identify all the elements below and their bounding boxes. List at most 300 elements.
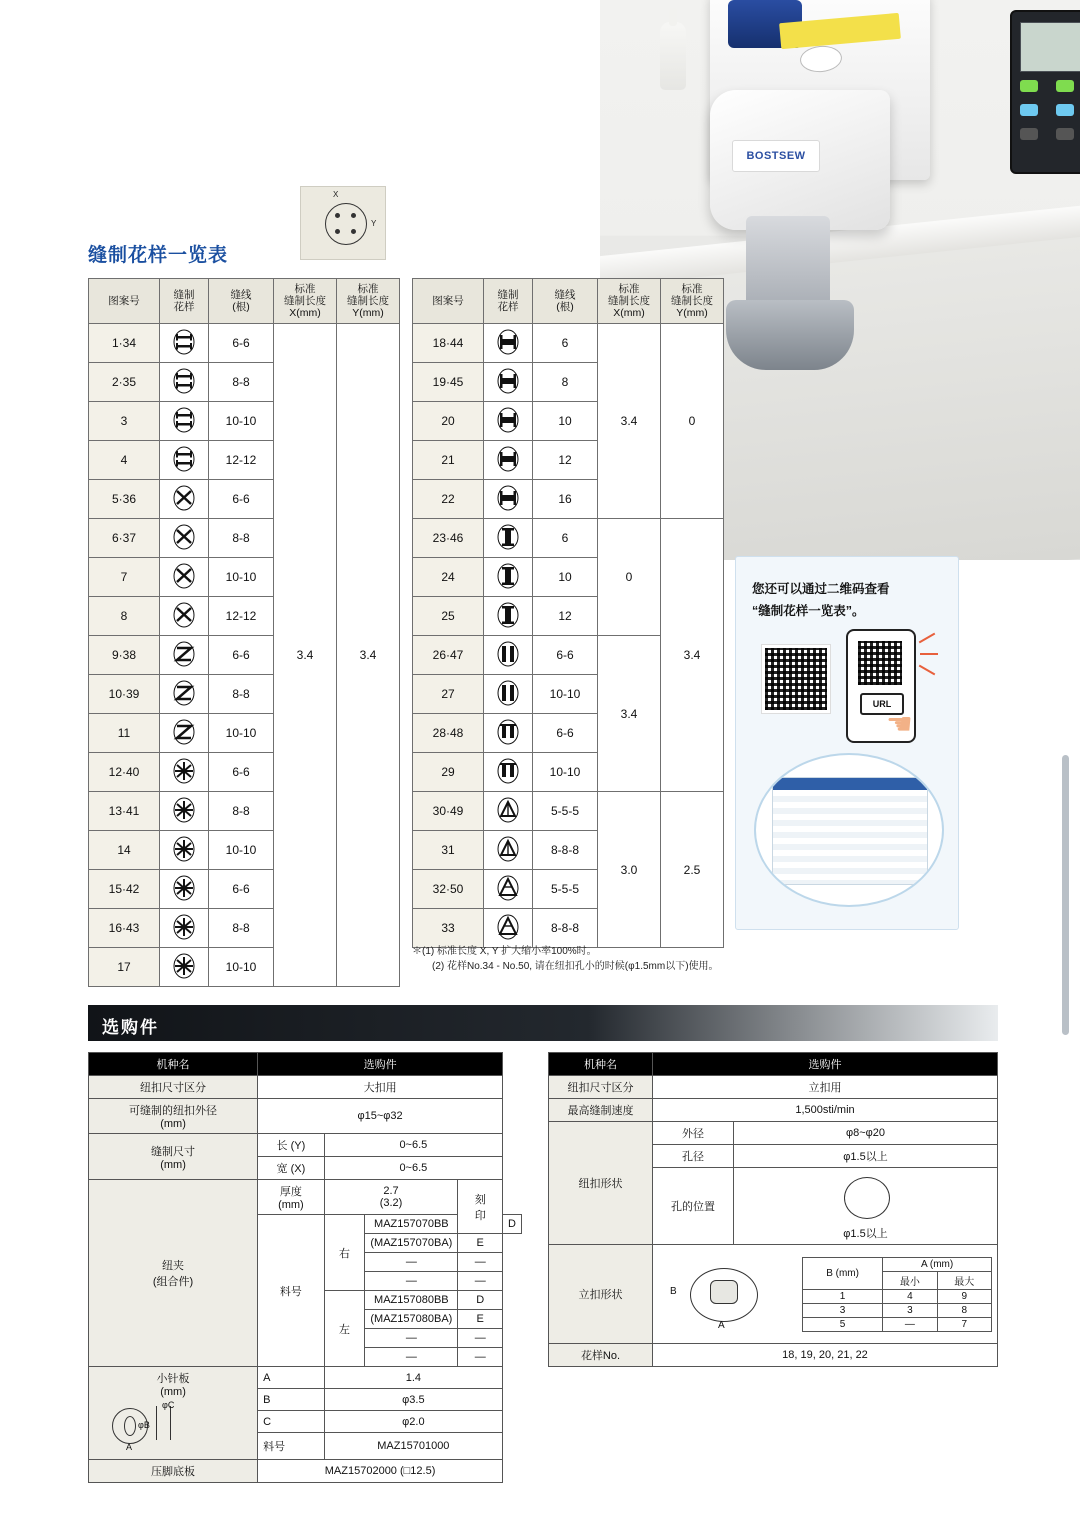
stitch-x-icon: [166, 600, 202, 630]
clamp-mark-0: D: [503, 1215, 522, 1234]
stitch-star-icon: [166, 912, 202, 942]
options-table-left: [88, 1052, 522, 1483]
preview-bubble: [754, 753, 944, 907]
cell-pattern-no: 10·39: [89, 675, 160, 714]
table-row: [549, 1122, 998, 1145]
needle-dim-val-0: 1.4: [324, 1367, 502, 1389]
table-row: [549, 1099, 998, 1122]
stand-min-2: —: [883, 1317, 937, 1331]
stitch-tri-icon: [490, 795, 526, 825]
cell-pattern-no: 22: [413, 480, 484, 519]
cell-pattern-no: 23·46: [413, 519, 484, 558]
stand-b-0: 1: [803, 1289, 883, 1303]
panel-screen: [1020, 22, 1080, 72]
clamp-mark-6: —: [458, 1329, 503, 1348]
cell-pattern-no: 33: [413, 909, 484, 948]
stand-b-2: 5: [803, 1317, 883, 1331]
table-row: [549, 1344, 998, 1367]
clamp-part-1: (MAZ157070BA): [365, 1234, 458, 1253]
row-label-needle-plate: 小针板 (mm) φB φC A: [89, 1367, 258, 1460]
table-row: [413, 792, 724, 831]
stand-shape-table: [802, 1257, 992, 1332]
preview-table-thumb: [772, 777, 928, 885]
note-1: ＊(1) 标准长度 X, Y 扩大缩小率100%时。: [412, 946, 597, 957]
qr-code-phone-icon: [858, 641, 902, 685]
table-header-row: [413, 279, 724, 324]
cell-stitch-shape: [160, 636, 209, 675]
cell-stitch-shape: [484, 480, 533, 519]
cell-stitch-shape: [484, 363, 533, 402]
cell-thread-count: 10-10: [209, 714, 274, 753]
cell-pattern-no: 11: [89, 714, 160, 753]
stitch-h2-icon: [166, 366, 202, 396]
cell-pattern-no: 7: [89, 558, 160, 597]
stand-max-2: 7: [937, 1317, 991, 1331]
needle-dim-key-2: C: [258, 1411, 325, 1433]
xy-circle: [325, 203, 367, 245]
cell-pattern-no: 29: [413, 753, 484, 792]
stitch-bar-icon: [490, 366, 526, 396]
row-sublabel-length: 长 (Y): [258, 1134, 325, 1157]
cell-thread-count: 10-10: [533, 675, 598, 714]
stitch-tri2-icon: [490, 912, 526, 942]
cell-stitch-shape: [160, 675, 209, 714]
col-model-name: 机种名: [89, 1053, 258, 1076]
cell-length-y: 0: [661, 324, 724, 519]
needle-dim-val-1: φ3.5: [324, 1389, 502, 1411]
cell-stitch-shape: [484, 558, 533, 597]
cell-thread-count: 6-6: [209, 480, 274, 519]
cell-pattern-no: 14: [89, 831, 160, 870]
stand-label-b: B: [670, 1286, 677, 1297]
cell-stitch-shape: [484, 597, 533, 636]
cell-pattern-no: 28·48: [413, 714, 484, 753]
row-label-presser: 压脚底板: [89, 1460, 258, 1483]
stitch-tri2-icon: [490, 873, 526, 903]
row-label-sew-size: 缝制尺寸 (mm): [89, 1134, 258, 1180]
row-value-length: 0~6.5: [324, 1134, 502, 1157]
clamp-mark-3: —: [458, 1272, 503, 1291]
qr-promo-line2: “缝制花样一览表”。: [752, 604, 865, 618]
cell-thread-count: 12: [533, 597, 598, 636]
cell-thread-count: 8-8: [209, 909, 274, 948]
cell-pattern-no: 4: [89, 441, 160, 480]
button-hole-label: 孔径: [653, 1145, 734, 1168]
cell-thread-count: 8-8-8: [533, 831, 598, 870]
cell-thread-count: 6: [533, 519, 598, 558]
cell-thread-count: 6-6: [209, 870, 274, 909]
col-length-x: 标准 缝制长度 X(mm): [598, 279, 661, 324]
table-row: [89, 1076, 522, 1099]
clamp-part-0: MAZ157070BB: [365, 1215, 458, 1234]
cell-pattern-no: 19·45: [413, 363, 484, 402]
panel-key-1: [1020, 80, 1038, 92]
clamp-mark-5: E: [458, 1310, 503, 1329]
row-value-presser: MAZ15702000 (□12.5): [258, 1460, 503, 1483]
qr-promo-card: [735, 556, 959, 930]
row-label-button-size: 纽扣尺寸区分: [89, 1076, 258, 1099]
cell-thread-count: 12-12: [209, 441, 274, 480]
hand-pointer-icon: ☚: [886, 708, 913, 741]
cell-length-x: 3.0: [598, 792, 661, 948]
stitch-vbar-icon: [490, 600, 526, 630]
xy-hole-3: [335, 229, 340, 234]
clamp-part-4: MAZ157080BB: [365, 1291, 458, 1310]
qr-code-icon[interactable]: [762, 645, 830, 713]
xy-hole-4: [351, 229, 356, 234]
options-section-title: 选购件: [102, 1018, 159, 1037]
cell-stitch-shape: [160, 948, 209, 987]
col-option: 选购件: [653, 1053, 998, 1076]
needle-dim-key-0: A: [258, 1367, 325, 1389]
needle-plate-label-b: φB: [138, 1420, 150, 1430]
stitch-vbar-icon: [490, 561, 526, 591]
row-value-max-speed: 1,500sti/min: [653, 1099, 998, 1122]
cell-thread-count: 10-10: [533, 753, 598, 792]
stand-max-1: 8: [937, 1303, 991, 1317]
table-row: [549, 1245, 998, 1344]
cell-length-y: 3.4: [337, 324, 400, 987]
table-row: [413, 324, 724, 363]
col-length-y: 标准 缝制长度 Y(mm): [661, 279, 724, 324]
stitch-h2-icon: [166, 327, 202, 357]
machine-needle-plate: [726, 300, 854, 370]
row-label-clamp: 纽夹 (组合件): [89, 1180, 258, 1367]
preview-table-header: [773, 778, 927, 790]
stand-min-0: 4: [883, 1289, 937, 1303]
button-holepos-label: 孔的位置: [653, 1168, 734, 1245]
cell-stitch-shape: [484, 519, 533, 558]
col-thread-count: 缝线 (根): [533, 279, 598, 324]
col-length-y: 标准 缝制长度 Y(mm): [337, 279, 400, 324]
cell-stitch-shape: [484, 324, 533, 363]
stitch-h2-icon: [166, 444, 202, 474]
clamp-mark-2: —: [458, 1253, 503, 1272]
table-row: [89, 1460, 522, 1483]
table-header-row: [89, 1053, 522, 1076]
cell-stitch-shape: [484, 441, 533, 480]
cell-pattern-no: 1·34: [89, 324, 160, 363]
options-table-right: [548, 1052, 998, 1367]
cell-thread-count: 10-10: [209, 402, 274, 441]
stitch-star-icon: [166, 756, 202, 786]
clamp-part-7: —: [365, 1348, 458, 1367]
table-header-row: [89, 279, 400, 324]
note-2: (2) 花样No.34 - No.50, 请在纽扣孔小的时候(φ1.5mm以下)使用。: [412, 961, 719, 972]
xy-y-label: Y: [371, 219, 377, 228]
stand-col-min: 最小: [883, 1271, 937, 1289]
needle-plate-label-c: φC: [162, 1400, 175, 1410]
needle-dim-val-3: MAZ15701000: [324, 1433, 502, 1460]
xy-x-label: X: [333, 190, 339, 199]
cell-thread-count: 6-6: [209, 636, 274, 675]
stand-col-a: A (mm): [883, 1257, 992, 1271]
pattern-notes: [412, 944, 742, 974]
stitch-bar-icon: [490, 483, 526, 513]
col-model-name: 机种名: [549, 1053, 653, 1076]
clamp-part-2: —: [365, 1253, 458, 1272]
row-label-button-shape: 纽扣形状: [549, 1122, 653, 1245]
row-value-button-size: 立扣用: [653, 1076, 998, 1099]
cell-stitch-shape: [160, 519, 209, 558]
cell-stitch-shape: [484, 753, 533, 792]
cell-stitch-shape: [160, 831, 209, 870]
col-stitch-shape: 缝制 花样: [484, 279, 533, 324]
cell-thread-count: 8-8-8: [533, 909, 598, 948]
cell-stitch-shape: [160, 753, 209, 792]
table-row: [803, 1317, 992, 1331]
clamp-part-6: —: [365, 1329, 458, 1348]
cell-length-y: 2.5: [661, 792, 724, 948]
xy-reference-diagram: [300, 186, 386, 260]
cell-thread-count: 6-6: [209, 753, 274, 792]
cell-stitch-shape: [484, 675, 533, 714]
clamp-mark-7: —: [458, 1348, 503, 1367]
spark-line-2: [920, 653, 938, 655]
cell-pattern-no: 5·36: [89, 480, 160, 519]
stitch-x-icon: [166, 483, 202, 513]
clamp-part-3: —: [365, 1272, 458, 1291]
table-row: [413, 519, 724, 558]
table-row: [89, 324, 400, 363]
needle-plate-line-1: [156, 1406, 157, 1440]
table-row: [549, 1076, 998, 1099]
table-row: [803, 1289, 992, 1303]
cell-thread-count: 16: [533, 480, 598, 519]
col-length-x: 标准 缝制长度 X(mm): [274, 279, 337, 324]
table-row: [89, 1134, 522, 1157]
cell-stitch-shape: [160, 480, 209, 519]
cell-thread-count: 6-6: [533, 636, 598, 675]
needle-plate-line-2: [170, 1406, 171, 1440]
col-option: 选购件: [258, 1053, 503, 1076]
stitch-dbl2-icon: [490, 717, 526, 747]
cell-thread-count: 8-8: [209, 675, 274, 714]
table-row: [89, 1367, 522, 1389]
stitch-star-icon: [166, 873, 202, 903]
row-sublabel-width: 宽 (X): [258, 1157, 325, 1180]
panel-key-2: [1056, 80, 1074, 92]
stitch-star-icon: [166, 795, 202, 825]
stitch-x-icon: [166, 561, 202, 591]
stitch-dbl-icon: [490, 678, 526, 708]
panel-key-6: [1056, 128, 1074, 140]
button-outer-value: φ8~φ20: [734, 1122, 998, 1145]
clamp-mark-1: E: [458, 1234, 503, 1253]
cell-stitch-shape: [160, 714, 209, 753]
cell-stitch-shape: [484, 636, 533, 675]
cell-thread-count: 8-8: [209, 792, 274, 831]
row-value-button-dia: φ15~φ32: [258, 1099, 503, 1134]
stand-col-max: 最大: [937, 1271, 991, 1289]
cell-length-x: 3.4: [598, 636, 661, 792]
button-outer-label: 外径: [653, 1122, 734, 1145]
row-label-button-dia: 可缝制的纽扣外径 (mm): [89, 1099, 258, 1134]
panel-key-3: [1020, 104, 1038, 116]
stand-inner-rect: [710, 1280, 738, 1304]
col-pattern-no: 图案号: [89, 279, 160, 324]
options-section-header: [88, 1005, 998, 1041]
table-row: [89, 1180, 522, 1215]
cell-stitch-shape: [160, 363, 209, 402]
panel-key-5: [1020, 128, 1038, 140]
stand-shape-cell: [653, 1245, 998, 1344]
cell-length-x: 0: [598, 519, 661, 636]
cell-thread-count: 6-6: [209, 324, 274, 363]
cell-pattern-no: 24: [413, 558, 484, 597]
cell-stitch-shape: [160, 324, 209, 363]
cell-stitch-shape: [160, 792, 209, 831]
machine-control-panel: [1010, 10, 1080, 174]
button-holepos-cell: [734, 1168, 998, 1245]
pattern-table-left: [88, 278, 400, 987]
cell-pattern-no: 6·37: [89, 519, 160, 558]
cell-stitch-shape: [484, 870, 533, 909]
cell-pattern-no: 31: [413, 831, 484, 870]
button-holepos-value: φ1.5以上: [843, 1228, 888, 1240]
cell-pattern-no: 30·49: [413, 792, 484, 831]
panel-key-4: [1056, 104, 1074, 116]
cell-pattern-no: 12·40: [89, 753, 160, 792]
stitch-z-icon: [166, 639, 202, 669]
clamp-left-label: 左: [324, 1291, 365, 1367]
clamp-right-label: 右: [324, 1215, 365, 1291]
stand-col-b: B (mm): [803, 1257, 883, 1289]
row-value-pattern-no: 18, 19, 20, 21, 22: [653, 1344, 998, 1367]
hole-position-diagram: [739, 1171, 992, 1225]
cell-length-y: 3.4: [661, 519, 724, 792]
cell-pattern-no: 18·44: [413, 324, 484, 363]
cell-pattern-no: 20: [413, 402, 484, 441]
cell-pattern-no: 9·38: [89, 636, 160, 675]
stitch-bar-icon: [490, 444, 526, 474]
url-button[interactable]: URL: [860, 693, 904, 715]
needle-dim-key-3: 料号: [258, 1433, 325, 1460]
cell-thread-count: 8-8: [209, 519, 274, 558]
cell-thread-count: 6: [533, 324, 598, 363]
stitch-bar-icon: [490, 327, 526, 357]
cell-pattern-no: 3: [89, 402, 160, 441]
needle-dim-key-1: B: [258, 1389, 325, 1411]
clamp-thickness-value: 2.7 (3.2): [324, 1180, 458, 1215]
qr-promo-line1: 您还可以通过二维码查看: [752, 582, 890, 596]
cell-thread-count: 12-12: [209, 597, 274, 636]
needle-plate-label-a: A: [126, 1442, 133, 1452]
clamp-part-5: (MAZ157080BA): [365, 1310, 458, 1329]
cell-thread-count: 6-6: [533, 714, 598, 753]
stand-shape-diagram: [658, 1254, 778, 1334]
cell-pattern-no: 27: [413, 675, 484, 714]
cell-pattern-no: 16·43: [89, 909, 160, 948]
stitch-z-icon: [166, 678, 202, 708]
cell-length-x: 3.4: [598, 324, 661, 519]
stitch-star-icon: [166, 834, 202, 864]
stand-max-0: 9: [937, 1289, 991, 1303]
cell-pattern-no: 8: [89, 597, 160, 636]
cell-stitch-shape: [484, 792, 533, 831]
cell-stitch-shape: [484, 831, 533, 870]
table-header-row: [803, 1257, 992, 1271]
page-scrollbar[interactable]: [1062, 755, 1069, 1035]
cell-stitch-shape: [160, 909, 209, 948]
pattern-table-right: [412, 278, 724, 948]
needle-dim-val-2: φ2.0: [324, 1411, 502, 1433]
row-label-stand-shape: 立扣形状: [549, 1245, 653, 1344]
stand-b-1: 3: [803, 1303, 883, 1317]
cell-pattern-no: 17: [89, 948, 160, 987]
photo-oil-bottle: [660, 22, 686, 90]
cell-pattern-no: 32·50: [413, 870, 484, 909]
cell-thread-count: 10: [533, 402, 598, 441]
cell-stitch-shape: [160, 870, 209, 909]
needle-plate-inner: [124, 1416, 136, 1436]
cell-stitch-shape: [484, 402, 533, 441]
col-thread-count: 缝线 (根): [209, 279, 274, 324]
row-label-button-size: 纽扣尺寸区分: [549, 1076, 653, 1099]
stand-min-1: 3: [883, 1303, 937, 1317]
stitch-bar-icon: [490, 405, 526, 435]
pattern-section-title: 缝制花样一览表: [88, 245, 229, 266]
stitch-vbar-icon: [490, 522, 526, 552]
clamp-mark-label: 刻 印: [458, 1180, 503, 1234]
cell-stitch-shape: [484, 714, 533, 753]
row-value-width: 0~6.5: [324, 1157, 502, 1180]
spark-line-3: [919, 665, 936, 676]
cell-pattern-no: 15·42: [89, 870, 160, 909]
machine-brand-logo: BOSTSEW: [732, 140, 820, 172]
xy-hole-1: [335, 213, 340, 218]
table-row: [803, 1303, 992, 1317]
stitch-h2-icon: [166, 405, 202, 435]
stitch-star-icon: [166, 951, 202, 981]
col-pattern-no: 图案号: [413, 279, 484, 324]
row-label-pattern-no: 花样No.: [549, 1344, 653, 1367]
table-header-row: [549, 1053, 998, 1076]
cell-thread-count: 10: [533, 558, 598, 597]
button-hole-value: φ1.5以上: [734, 1145, 998, 1168]
cell-thread-count: 5-5-5: [533, 870, 598, 909]
stitch-x-icon: [166, 522, 202, 552]
hole-position-circle: [844, 1177, 890, 1219]
cell-thread-count: 5-5-5: [533, 792, 598, 831]
clamp-thickness-label: 厚度 (mm): [258, 1180, 325, 1215]
stitch-dbl2-icon: [490, 756, 526, 786]
clamp-mark-4: D: [458, 1291, 503, 1310]
needle-plate-diagram: [94, 1398, 252, 1456]
cell-thread-count: 8: [533, 363, 598, 402]
stitch-tri-icon: [490, 834, 526, 864]
row-label-max-speed: 最高缝制速度: [549, 1099, 653, 1122]
cell-stitch-shape: [484, 909, 533, 948]
cell-stitch-shape: [160, 402, 209, 441]
stand-label-a: A: [718, 1320, 725, 1331]
cell-pattern-no: 13·41: [89, 792, 160, 831]
cell-pattern-no: 26·47: [413, 636, 484, 675]
cell-stitch-shape: [160, 441, 209, 480]
stitch-dbl-icon: [490, 639, 526, 669]
table-row: [89, 1099, 522, 1134]
cell-thread-count: 10-10: [209, 948, 274, 987]
cell-pattern-no: 2·35: [89, 363, 160, 402]
spark-line-1: [919, 633, 936, 644]
cell-thread-count: 10-10: [209, 558, 274, 597]
cell-stitch-shape: [160, 558, 209, 597]
cell-length-x: 3.4: [274, 324, 337, 987]
col-stitch-shape: 缝制 花样: [160, 279, 209, 324]
cell-thread-count: 10-10: [209, 831, 274, 870]
cell-thread-count: 8-8: [209, 363, 274, 402]
xy-hole-2: [351, 213, 356, 218]
